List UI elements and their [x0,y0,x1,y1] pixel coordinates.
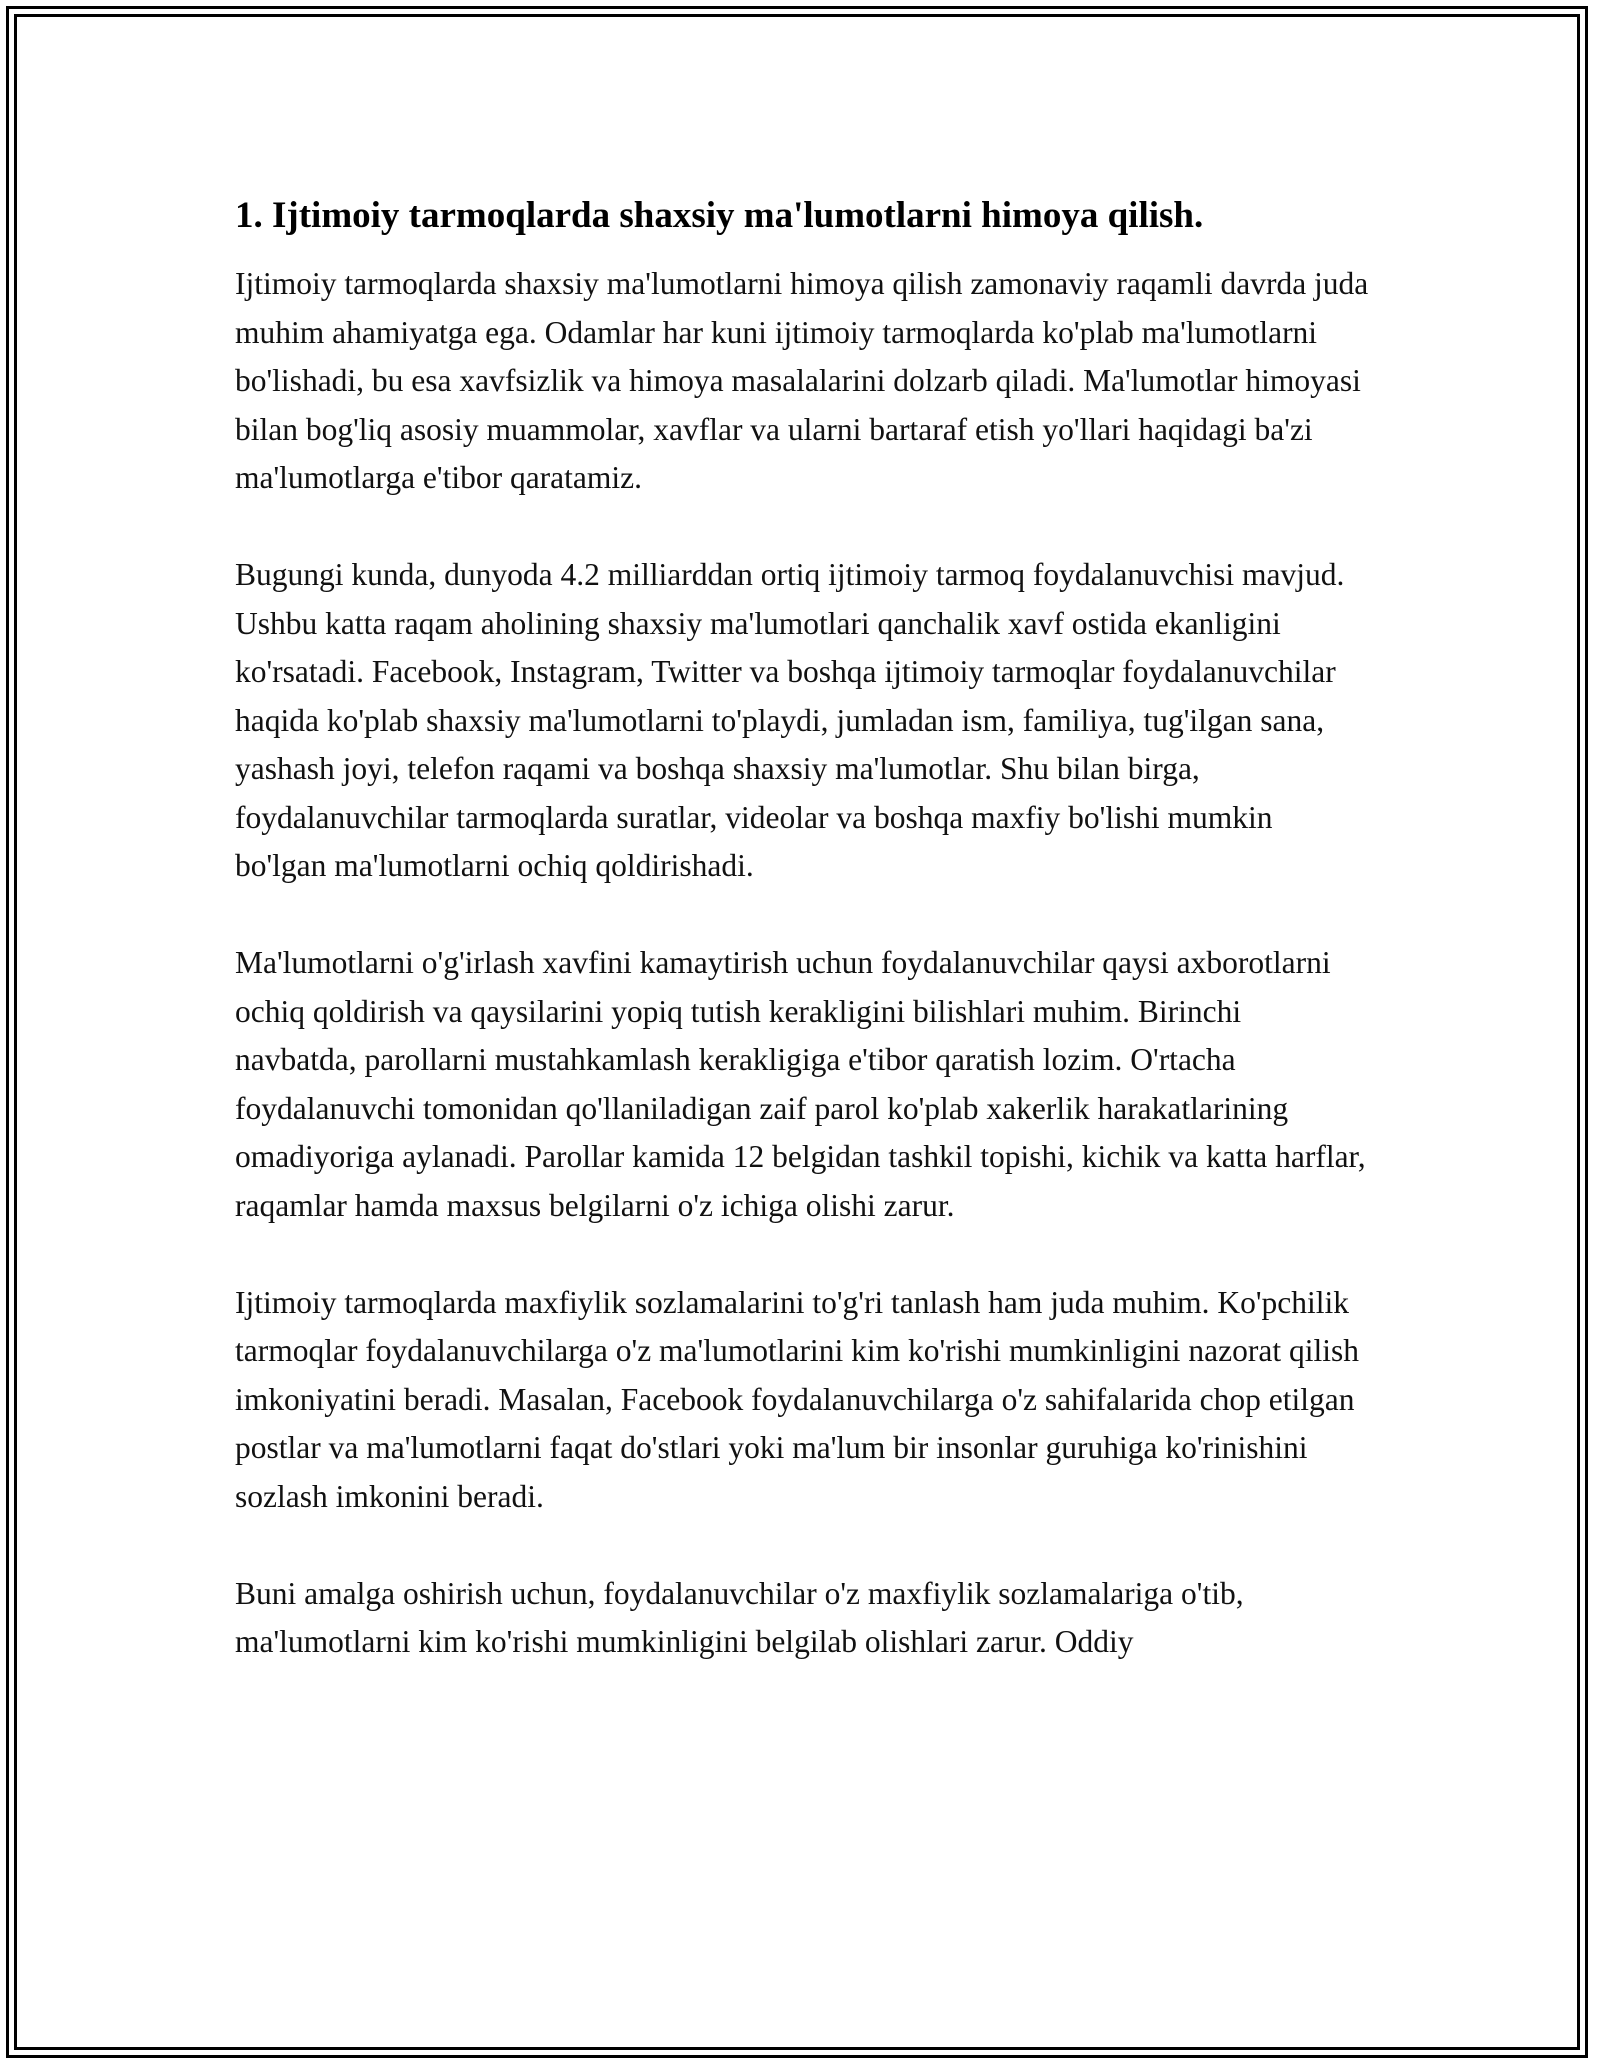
section-heading: 1. Ijtimoiy tarmoqlarda shaxsiy ma'lumotlarni himoya qilish. [235,195,1204,236]
paragraph-continued: Buni amalga oshirish uchun, foydalanuvchilar o'z maxfiylik sozlamalariga o'tib, ma'lumotlarni kim ko'rishi mumkinligini belgilab olishlari zarur. Oddiy [235,1575,1244,1659]
paragraph-privacy-settings: Ijtimoiy tarmoqlarda maxfiylik sozlamalarini to'g'ri tanlash ham juda muhim. Ko'pchilik tarmoqlar foydalanuvchilarga o'z ma'lumotlarini kim ko'rishi mumkinligini nazorat qilish imkoniyatini beradi. Masalan, Facebook foydalanuvchilarga o'z sahifalarida chop etilgan postlar va ma'lumotlarni faqat do'stlari yoki ma'lum bir insonlar guruhiga ko'rinishini sozlash imkonini beradi. [235,1284,1359,1514]
paragraph-intro: Ijtimoiy tarmoqlarda shaxsiy ma'lumotlarni himoya qilish zamonaviy raqamli davrda juda muhim ahamiyatga ega. Odamlar har kuni ijtimoiy tarmoqlarda ko'plab ma'lumotlarni bo'lishadi, bu esa xavfsizlik va himoya masalalarini dolzarb qiladi. Ma'lumotlar himoyasi bilan bog'liq asosiy muammolar, xavflar va ularni bartaraf etish yo'llari haqidagi ba'zi ma'lumotlarga e'tibor qaratamiz. [235,266,1369,495]
paragraph-statistics: Bugungi kunda, dunyoda 4.2 milliarddan ortiq ijtimoiy tarmoq foydalanuvchisi mavjud. Ushbu katta raqam aholining shaxsiy ma'lumotlari qanchalik xavf ostida ekanligini ko'rsatadi. Facebook, Instagram, Twitter va boshqa ijtimoiy tarmoqlar foydalanuvchilar haqida ko'plab shaxsiy ma'lumotlarni to'playdi, jumladan ism, familiya, tug'ilgan sana, yashash joyi, telefon raqami va boshqa shaxsiy ma'lumotlar. Shu bilan birga, foydalanuvchilar tarmoqlarda suratlar, videolar va boshqa maxfiy bo'lishi mumkin bo'lgan ma'lumotlarni ochiq qoldirishadi. [235,557,1345,883]
paragraph-passwords: Ma'lumotlarni o'g'irlash xavfini kamaytirish uchun foydalanuvchilar qaysi axborotlarni ochiq qoldirish va qaysilarini yopiq tutish kerakligini bilishlari muhim. Birinchi navbatda, parollarni mustahkamlash kerakligiga e'tibor qaratish lozim. O'rtacha foydalanuvchi tomonidan qo'llaniladigan zaif parol ko'plab xakerlik harakatlarining omadiyoriga aylanadi. Parollar kamida 12 belgidan tashkil topishi, kichik va katta harflar, raqamlar hamda maxsus belgilarni o'z ichiga olishi zarur. [235,945,1366,1223]
document-body [235,192,1370,1715]
